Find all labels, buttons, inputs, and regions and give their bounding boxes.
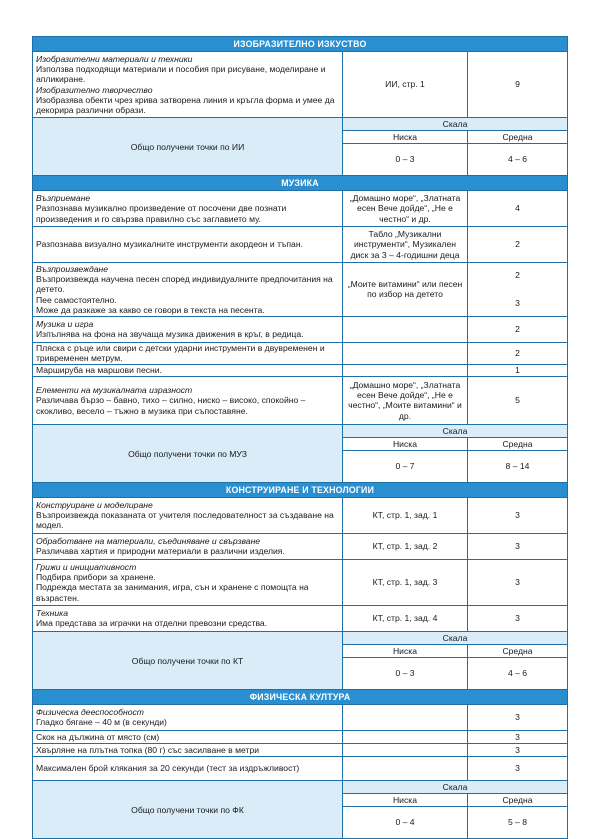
scale-range-low: 0 – 4 (343, 806, 468, 838)
criterion-subheading: Възпроизвеждане (36, 263, 109, 274)
criterion-row (33, 497, 568, 533)
points-cell (468, 605, 568, 631)
scale-level-medium: Средна (468, 437, 568, 450)
section-header-row (33, 689, 568, 704)
task-reference (343, 756, 468, 780)
points-value: 3 (515, 541, 520, 552)
criterion-text: Използва подходящи материали и пособия при рисуване, моделиране и апликиране. (36, 63, 326, 85)
task-reference: КТ, стр. 1, зад. 3 (343, 559, 468, 605)
points-cell (468, 190, 568, 226)
scale-range-medium: 5 – 8 (468, 806, 568, 838)
criterion-text: Маршируба на маршови песни. (36, 365, 162, 376)
scale-range-medium: 4 – 6 (468, 657, 568, 689)
criterion-description (33, 364, 343, 376)
criterion-text: Различава хартия и природни материали в различни изделия. (36, 546, 285, 557)
criterion-row (33, 559, 568, 605)
criterion-description (33, 559, 343, 605)
points-cell (468, 756, 568, 780)
points-cell (468, 497, 568, 533)
scale-level-medium: Средна (468, 131, 568, 144)
points-value: 5 (515, 395, 520, 406)
total-label: Общо получени точки по МУЗ (33, 424, 343, 482)
criterion-text: Разпознава музикално произведение от посочени две познати произведения и го свързва правилно със заглавието му. (36, 203, 287, 224)
scale-range-medium: 4 – 6 (468, 144, 568, 176)
points-cell (468, 342, 568, 364)
scale-title: Скала (343, 631, 568, 644)
points-cell (468, 316, 568, 342)
assessment-table (32, 36, 568, 839)
scale-range-low: 0 – 3 (343, 657, 468, 689)
points-value: 9 (515, 79, 520, 90)
criterion-subheading: Елементи на музикалната изразност (36, 384, 193, 395)
scale-title: Скала (343, 424, 568, 437)
criterion-description (33, 316, 343, 342)
task-reference (343, 364, 468, 376)
points-value: 3 (515, 613, 520, 624)
criterion-text: Различава бързо – бавно, тихо – силно, ниско – високо, спокойно – скокливо, весело – тъжно в музика при съпоставяне. (36, 395, 306, 416)
assessment-table-body (33, 37, 568, 839)
criterion-subheading: Грижи и инициативност (36, 561, 137, 572)
scale-level-medium: Средна (468, 793, 568, 806)
points-cell (468, 262, 568, 316)
scale-title: Скала (343, 118, 568, 131)
criterion-text: Пее самостоятелно. (36, 294, 117, 305)
criterion-subheading: Обработване на материали, съединяване и свързване (36, 535, 261, 546)
criterion-row (33, 743, 568, 756)
scale-range-low: 0 – 7 (343, 450, 468, 482)
criterion-row (33, 533, 568, 559)
task-reference (343, 743, 468, 756)
criterion-row (33, 605, 568, 631)
points-value: 3 (515, 712, 520, 723)
criterion-subheading: Техника (36, 607, 69, 618)
points-cell (468, 704, 568, 730)
points-value: 1 (515, 365, 520, 376)
section-title: ФИЗИЧЕСКА КУЛТУРА (33, 689, 568, 704)
task-reference: КТ, стр. 1, зад. 4 (343, 605, 468, 631)
criterion-description (33, 190, 343, 226)
points-value: 3 (515, 577, 520, 588)
points-cell (468, 364, 568, 376)
points-value: 3 (515, 510, 520, 521)
scale-level-medium: Средна (468, 644, 568, 657)
task-reference: ИИ, стр. 1 (343, 52, 468, 118)
criterion-description (33, 376, 343, 424)
total-label: Общо получени точки по КТ (33, 631, 343, 689)
criterion-text: Хвърляне на плътна топка (80 г) със засилване в метри (36, 744, 260, 755)
section-title: ИЗОБРАЗИТЕЛНО ИЗКУСТВО (33, 37, 568, 52)
points-value: 2 (515, 270, 520, 281)
task-reference: „Домашно море“, „Златната есен Вече дойде“, „Не е честно“, „Моите витамини“ и др. (343, 376, 468, 424)
total-label: Общо получени точки по ИИ (33, 118, 343, 176)
scale-level-low: Ниска (343, 644, 468, 657)
criterion-subheading: Музика и игра (36, 319, 94, 330)
criterion-description (33, 226, 343, 262)
task-reference (343, 704, 468, 730)
criterion-row (33, 364, 568, 376)
points-value: 3 (515, 744, 520, 755)
task-reference (343, 342, 468, 364)
scale-level-low: Ниска (343, 437, 468, 450)
points-cell (468, 226, 568, 262)
criterion-row (33, 262, 568, 316)
task-reference (343, 316, 468, 342)
criterion-text: Има представа за играчки на отделни превозни средства. (36, 618, 268, 629)
points-value: 3 (515, 298, 520, 309)
criterion-text: Максимален брой клякания за 20 секунди (тест за издръжливост) (36, 763, 300, 774)
criterion-text: Подбира прибори за хранене. (36, 571, 156, 582)
criterion-description (33, 605, 343, 631)
criterion-text: Може да разкаже за какво се говори в текста на песента. (36, 304, 265, 315)
criterion-subheading: Възприемане (36, 192, 91, 203)
criterion-text: Изобразява обекти чрез крива затворена линия и кръгла форма и умее да декорира различни образи. (36, 94, 335, 116)
points-value: 4 (515, 203, 520, 214)
scale-level-low: Ниска (343, 793, 468, 806)
points-cell (468, 533, 568, 559)
criterion-text: Изпълнява на фона на звучаща музика движения в кръг, в редица. (36, 329, 304, 340)
points-cell (468, 730, 568, 743)
criterion-subheading: Конструиране и моделиране (36, 499, 153, 510)
criterion-row (33, 376, 568, 424)
scale-range-medium: 8 – 14 (468, 450, 568, 482)
criterion-row (33, 756, 568, 780)
criterion-description (33, 52, 343, 118)
total-label: Общо получени точки по ФК (33, 780, 343, 838)
criterion-description (33, 342, 343, 364)
total-row (33, 631, 568, 644)
total-row (33, 424, 568, 437)
criterion-text: Възпроизвежда научена песен според индивидуалните предпочитания на детето. (36, 273, 333, 295)
points-value: 2 (515, 239, 520, 250)
points-cell (468, 52, 568, 118)
criterion-description (33, 533, 343, 559)
criterion-text: Пляска с ръце или свири с детски ударни инструменти в двувременен и тривременен метрум. (36, 343, 325, 364)
total-row (33, 780, 568, 793)
task-reference: КТ, стр. 1, зад. 2 (343, 533, 468, 559)
criterion-description (33, 756, 343, 780)
criterion-text: Разпознава визуално музикалните инструменти акордеон и тъпан. (36, 239, 303, 250)
points-value: 2 (515, 348, 520, 359)
points-value: 2 (515, 324, 520, 335)
criterion-subheading: Физическа дееспособност (36, 706, 144, 717)
section-header-row (33, 37, 568, 52)
criterion-row (33, 190, 568, 226)
points-cell (468, 559, 568, 605)
scale-title: Скала (343, 780, 568, 793)
task-reference: КТ, стр. 1, зад. 1 (343, 497, 468, 533)
scale-range-low: 0 – 3 (343, 144, 468, 176)
criterion-row (33, 342, 568, 364)
criterion-subheading: Изобразителни материали и техники (36, 53, 193, 64)
total-row (33, 118, 568, 131)
criterion-row (33, 52, 568, 118)
criterion-text: Гладко бягане – 40 м (в секунди) (36, 717, 167, 728)
section-title: КОНСТРУИРАНЕ И ТЕХНОЛОГИИ (33, 482, 568, 497)
criterion-description (33, 262, 343, 316)
task-reference: „Моите витамини“ или песен по избор на детето (343, 262, 468, 316)
criterion-description (33, 743, 343, 756)
criterion-row (33, 704, 568, 730)
criterion-description (33, 497, 343, 533)
section-header-row (33, 175, 568, 190)
points-cell (468, 743, 568, 756)
section-title: МУЗИКА (33, 175, 568, 190)
criterion-text: Скок на дължина от място (см) (36, 731, 160, 742)
criterion-text: Подрежда местата за занимания, игра, сън и хранене с помощта на възрастен. (36, 582, 309, 603)
criterion-row (33, 316, 568, 342)
task-reference: „Домашно море“, „Златната есен Вече дойде“, „Не е честно“ и др. (343, 190, 468, 226)
points-value: 3 (515, 731, 520, 742)
criterion-text: Възпроизвежда показаната от учителя последователност за създаване на модел. (36, 510, 334, 531)
task-reference: Табло „Музикални инструменти“, Музикален диск за 3 – 4-годишни деца (343, 226, 468, 262)
scale-level-low: Ниска (343, 131, 468, 144)
criterion-subheading: Изобразително творчество (36, 84, 153, 95)
section-header-row (33, 482, 568, 497)
points-value: 3 (515, 763, 520, 774)
criterion-description (33, 704, 343, 730)
task-reference (343, 730, 468, 743)
criterion-row (33, 730, 568, 743)
points-cell (468, 376, 568, 424)
criterion-description (33, 730, 343, 743)
criterion-row (33, 226, 568, 262)
